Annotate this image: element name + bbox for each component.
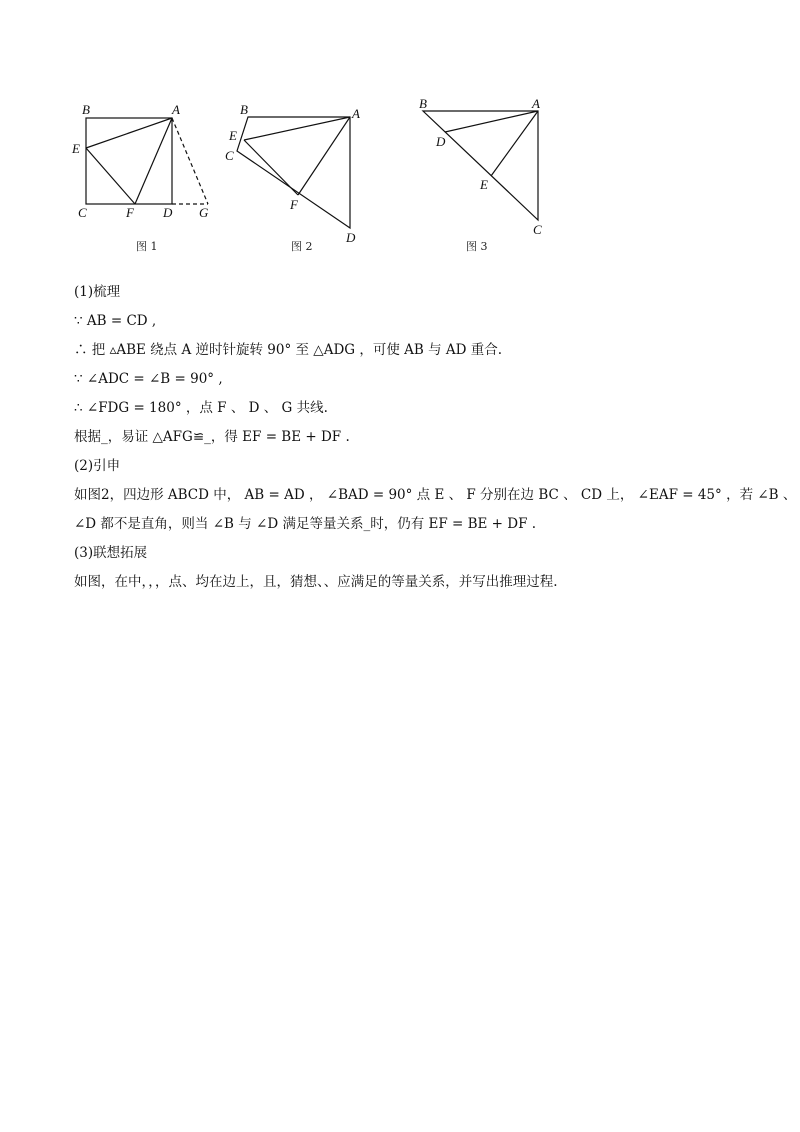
fig3-segment-ae [491,111,538,176]
fig2-label-b: B [240,102,248,117]
fig2-segment-ae [244,117,350,140]
fig2-label-e: E [229,128,237,143]
part1-line-2: ∴ 把 ▵ABE 绕点 A 逆时针旋转 90° 至 △ADG ，可使 AB 与 AD 重合. [74,342,503,358]
fig3-caption: 图 3 [466,240,488,253]
fig1-segment-ae [86,118,172,148]
fig3-label-a: A [532,96,540,111]
fig2-segment-ef [244,140,298,195]
fig1-label-a: A [172,102,180,117]
figure-3 [423,111,538,220]
fig1-segment-ag [172,118,208,204]
part1-title: (1)梳理 [74,284,121,300]
fig2-label-a: A [352,106,360,121]
fig3-label-e: E [480,177,488,192]
fig2-label-d: D [346,230,356,245]
fig3-label-d: D [436,134,446,149]
fig1-square [86,118,172,204]
fig1-segment-ef [86,148,135,204]
fig1-label-b: B [82,102,90,117]
part1-line-5: 根据_，易证 △AFG≌_，得 EF = BE + DF . [74,429,350,445]
fig1-label-f: F [126,205,134,220]
part1-line-3: ∵ ∠ADC = ∠B = 90° , [74,371,223,387]
fig1-label-d: D [163,205,173,220]
problem-text [74,278,797,597]
fig2-caption: 图 2 [291,240,313,253]
fig1-label-c: C [78,205,87,220]
fig3-segment-ad [445,111,538,132]
part3-title: (3)联想拓展 [74,545,148,561]
figures-area [0,0,800,270]
fig2-segment-af [298,117,350,195]
figure-1 [86,118,208,204]
fig1-label-g: G [199,205,209,220]
geometry-figures [0,0,800,270]
fig2-label-c: C [225,148,234,163]
fig2-label-f: F [290,197,298,212]
fig3-label-b: B [419,96,427,111]
fig1-caption: 图 1 [136,240,158,253]
part1-line-1: ∵ AB = CD , [74,313,157,329]
fig3-label-c: C [533,222,542,237]
part1-line-4: ∴ ∠FDG = 180° ，点 F 、 D 、 G 共线. [74,400,328,416]
fig3-triangle [423,111,538,220]
part3-line-1: 如图，在中，，，点、均在边上，且，猜想、、应满足的等量关系，并写出推理过程. [74,574,558,590]
fig1-segment-af [135,118,172,204]
part2-title: (2)引申 [74,458,121,474]
part2-line-2: ∠D 都不是直角，则当 ∠B 与 ∠D 满足等量关系_时，仍有 EF = BE + DF . [74,516,537,532]
part2-line-1: 如图2，四边形 ABCD 中， AB = AD ， ∠BAD = 90° 点 E 、 F 分别在边 BC 、 CD 上， ∠EAF = 45° ，若 ∠B 、 [74,487,797,503]
fig1-label-e: E [72,141,80,156]
